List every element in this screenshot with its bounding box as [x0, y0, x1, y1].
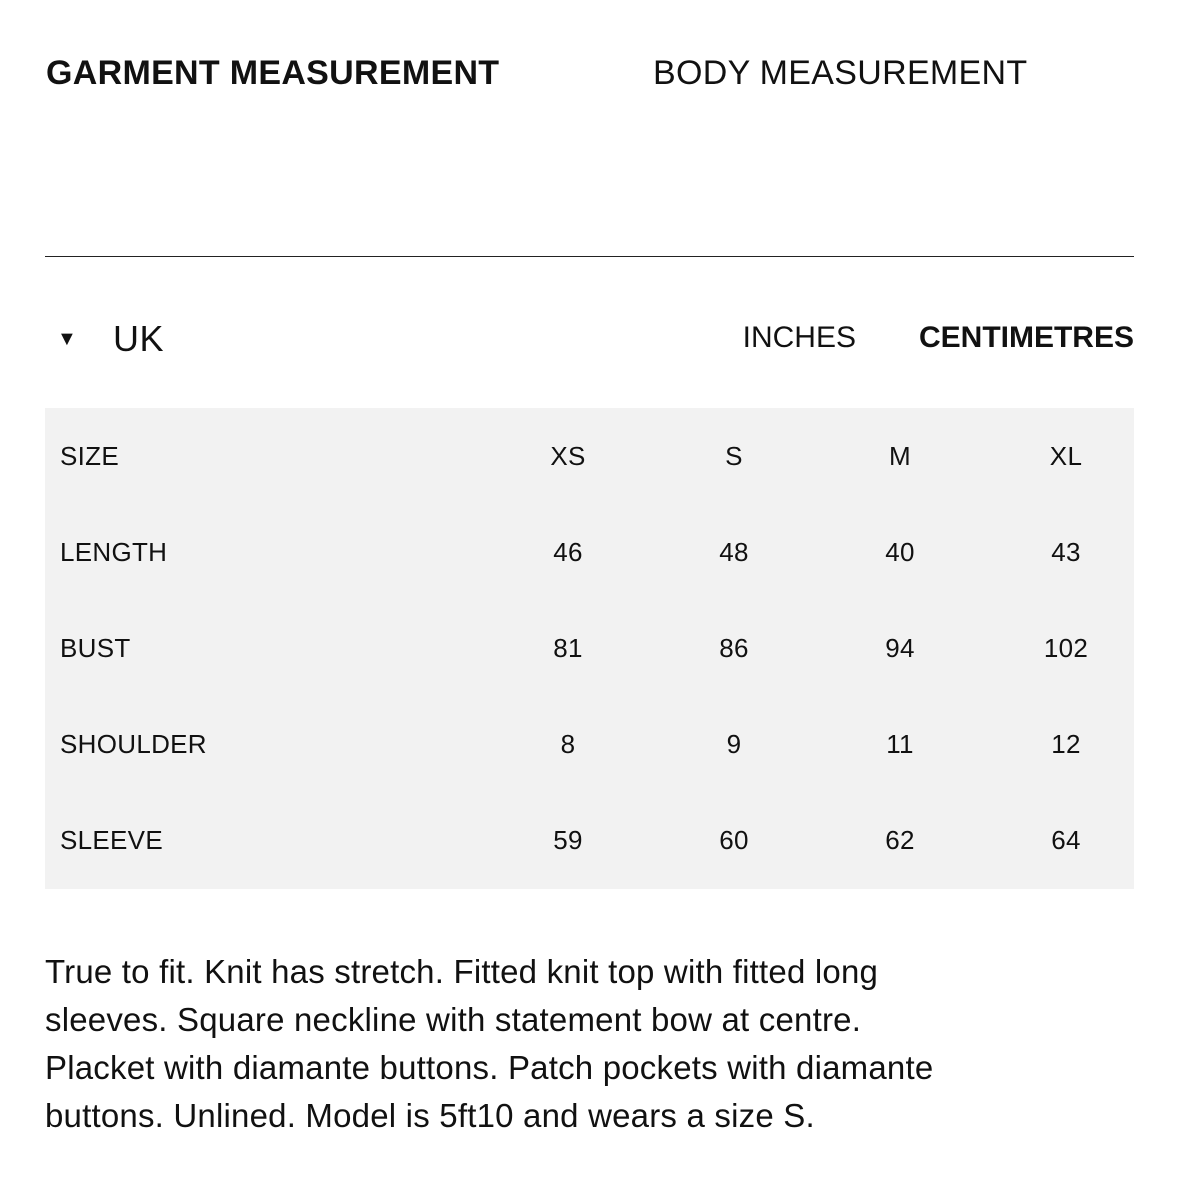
row-label: SHOULDER	[60, 728, 207, 759]
size-header: M	[889, 440, 911, 471]
region-label: UK	[113, 318, 165, 359]
table-cell: 43	[1051, 536, 1081, 567]
table-cell: 64	[1051, 824, 1081, 855]
unit-toggle-centimetres[interactable]: CENTIMETRES	[918, 321, 1134, 354]
unit-toggle-inches[interactable]: INCHES	[742, 321, 856, 354]
table-cell: 40	[885, 536, 915, 567]
table-cell: 11	[886, 728, 914, 759]
table-cell: 62	[885, 824, 915, 855]
table-cell: 102	[1043, 632, 1089, 663]
table-cell: 60	[719, 824, 749, 855]
table-row	[45, 696, 1149, 792]
row-label: SLEEVE	[60, 824, 163, 855]
table-cell: 59	[553, 824, 583, 855]
header-label: SIZE	[60, 440, 119, 471]
row-label: LENGTH	[60, 536, 168, 567]
size-header: XS	[550, 440, 586, 471]
size-header: S	[725, 440, 743, 471]
caret-down-icon: ▼	[57, 328, 77, 350]
table-row	[45, 504, 1149, 600]
size-table-grid	[45, 408, 1149, 888]
region-selector[interactable]	[57, 315, 164, 363]
size-controls	[45, 315, 1134, 363]
tab-garment-measurement[interactable]: GARMENT MEASUREMENT	[46, 54, 500, 92]
row-label: BUST	[60, 632, 131, 663]
table-row	[45, 792, 1149, 888]
table-cell: 86	[719, 632, 749, 663]
size-header: XL	[1049, 440, 1083, 471]
divider	[45, 256, 1134, 257]
table-row	[45, 600, 1149, 696]
table-cell: 46	[553, 536, 583, 567]
table-cell: 9	[726, 728, 742, 759]
table-cell: 48	[719, 536, 749, 567]
table-cell: 81	[553, 632, 583, 663]
table-cell: 8	[560, 728, 576, 759]
table-cell: 12	[1051, 728, 1081, 759]
table-header-row	[45, 408, 1149, 504]
table-cell: 94	[885, 632, 915, 663]
measurement-tabs	[46, 50, 1134, 98]
size-table	[45, 408, 1134, 889]
tab-body-measurement[interactable]: BODY MEASUREMENT	[653, 54, 1028, 92]
product-description: True to fit. Knit has stretch. Fitted knit top with fitted long sleeves. Square neckline with statement bow at centre. Placket with diamante buttons. Patch pockets with diamante buttons. Unlined. Model is 5ft10 and wears a size S.	[45, 953, 934, 1134]
